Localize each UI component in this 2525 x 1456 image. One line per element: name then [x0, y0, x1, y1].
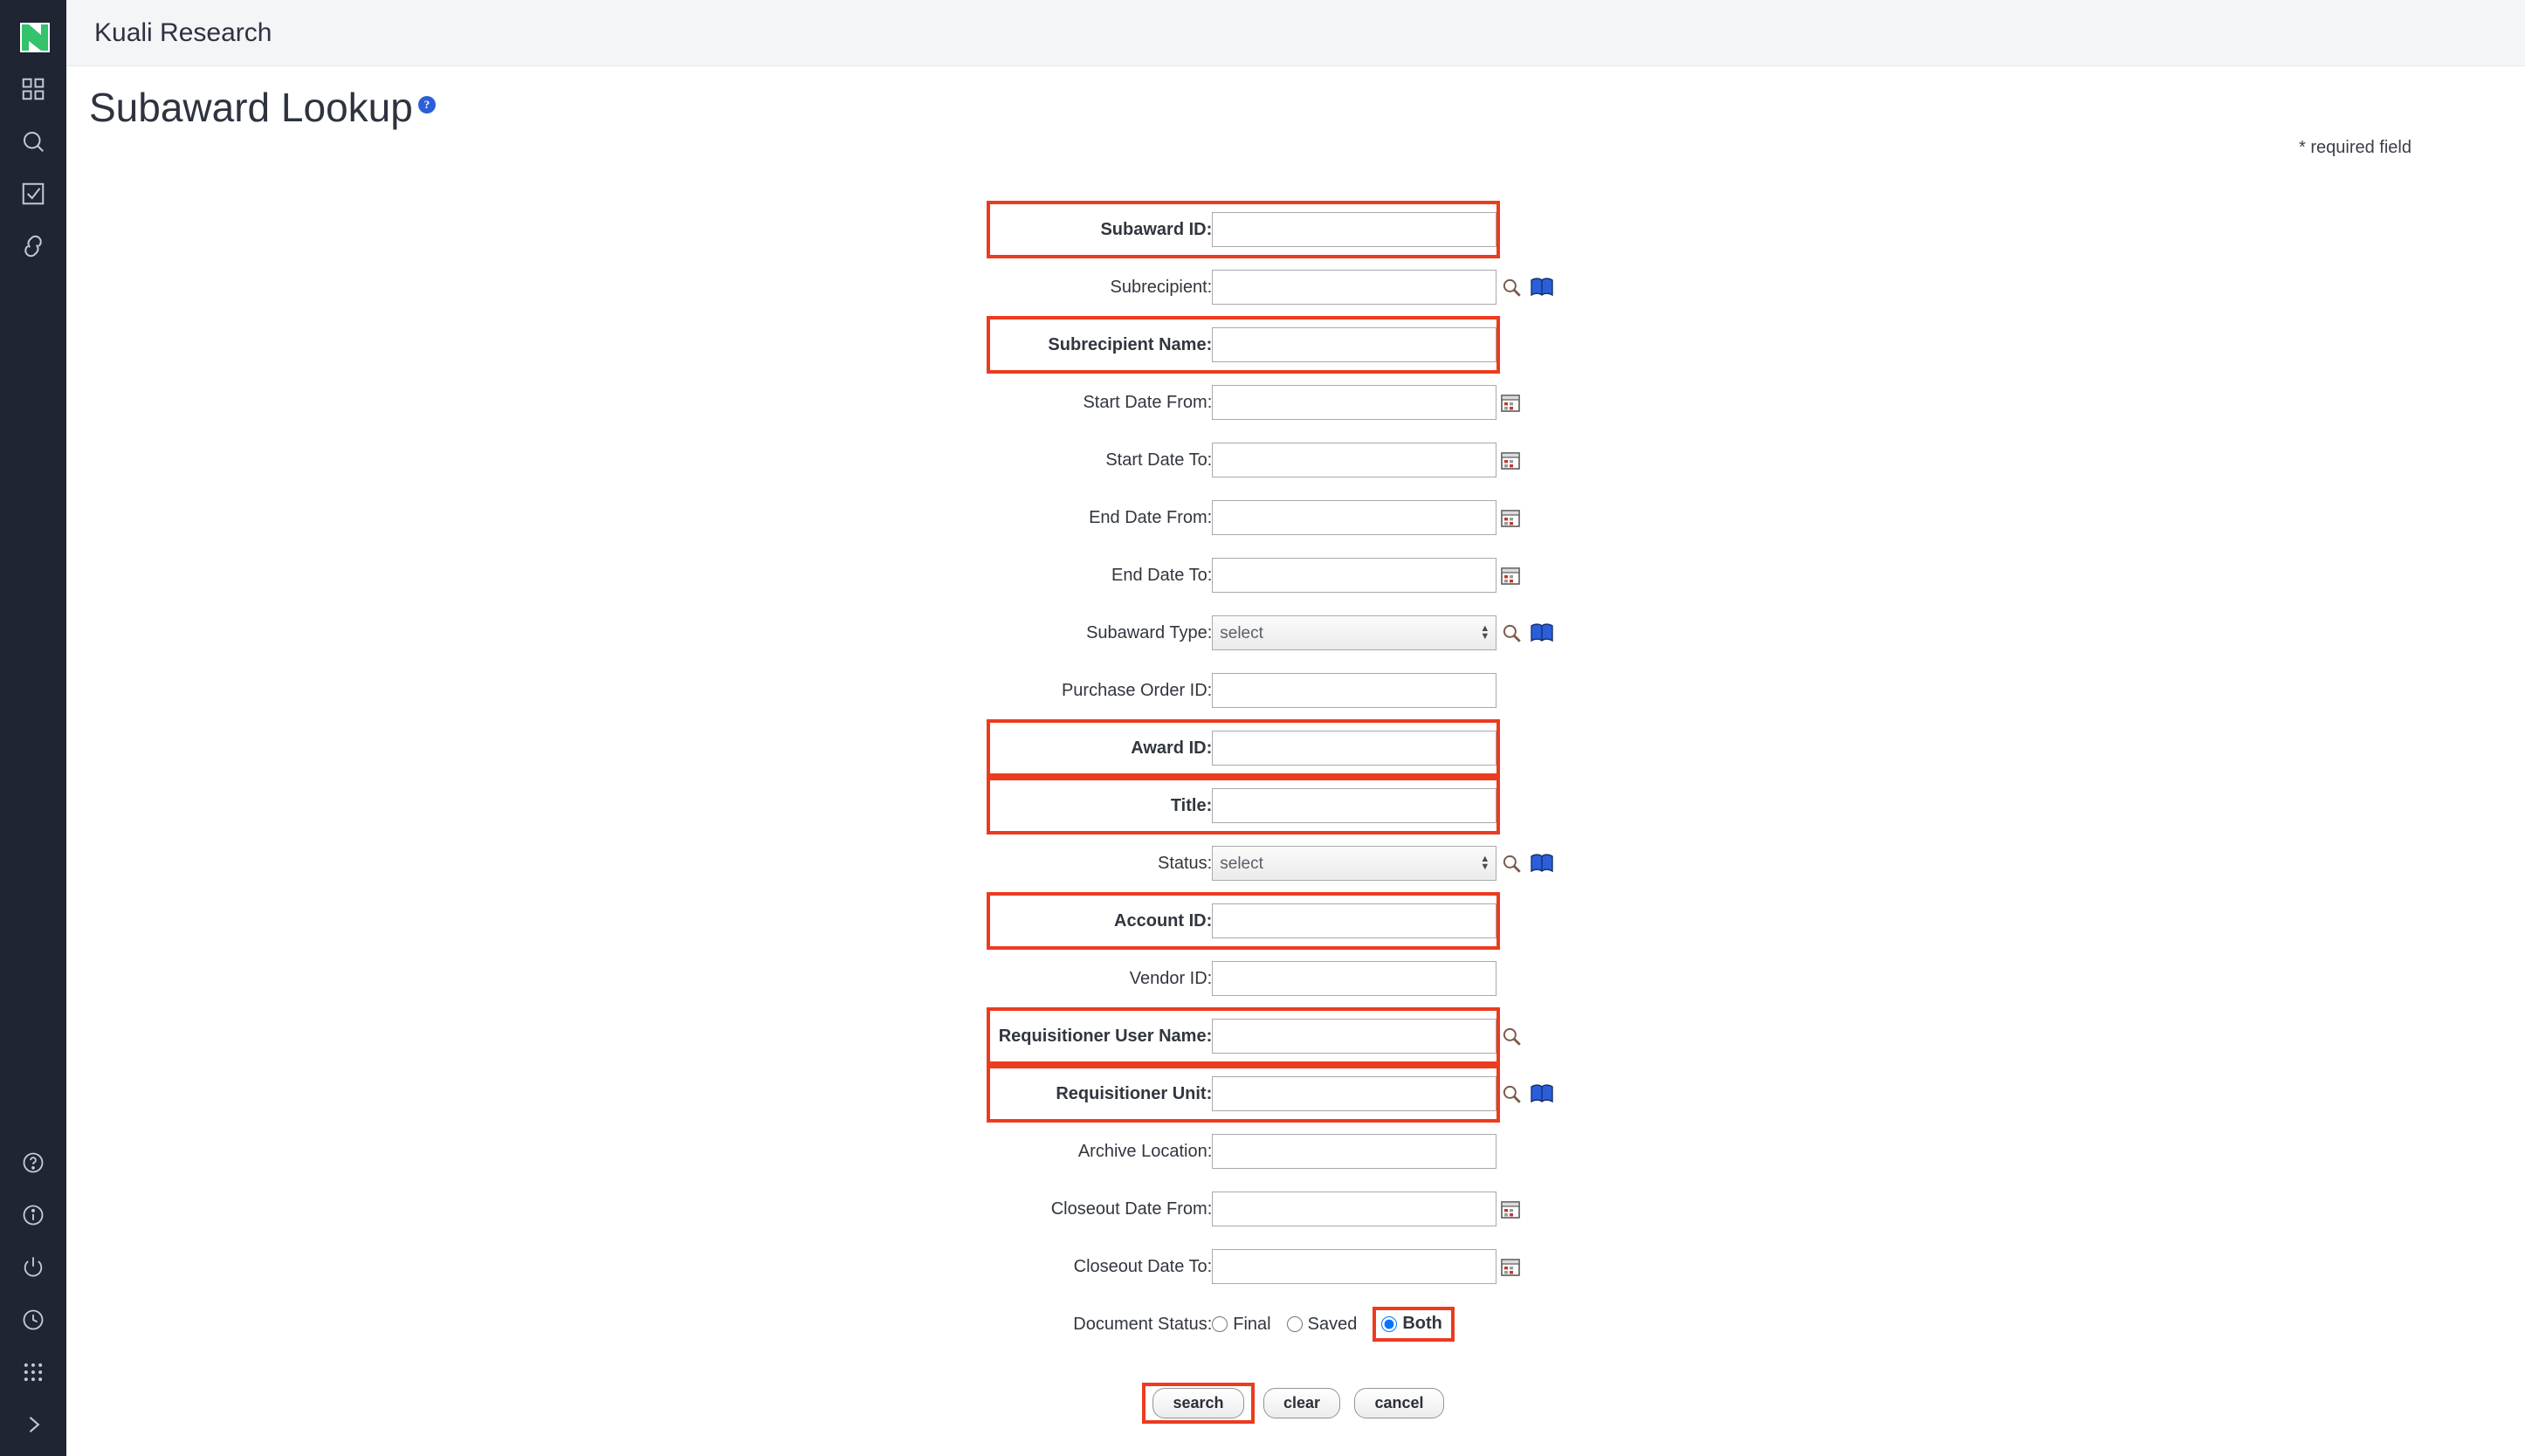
- field-icons-start-date-from: [1500, 374, 1605, 431]
- lookup-form-table: [987, 201, 1606, 1353]
- sidebar-item-search[interactable]: [0, 115, 66, 168]
- label-subrecipient: Subrecipient:: [1110, 277, 1213, 297]
- end-date-from-input[interactable]: [1212, 500, 1496, 535]
- field-cell-requisitioner-user-name: [1212, 1007, 1500, 1065]
- field-cell-subaward-id: [1212, 201, 1500, 258]
- form-row-requisitioner-unit: [987, 1065, 1606, 1123]
- end-date-to-input[interactable]: [1212, 558, 1496, 593]
- form-row-document-status: [987, 1295, 1606, 1353]
- chevron-right-icon: [21, 1412, 45, 1437]
- calendar-icon[interactable]: [1500, 1256, 1521, 1277]
- field-icons-subrecipient-name: [1500, 316, 1605, 374]
- help-circle-icon: [21, 1150, 45, 1175]
- field-icons-status: [1500, 834, 1605, 892]
- book-icon[interactable]: [1530, 622, 1554, 643]
- field-icons-title: [1500, 777, 1605, 834]
- power-icon: [21, 1255, 45, 1280]
- kuali-logo-icon: [20, 23, 46, 49]
- chevron-updown-icon: ▲ ▼: [1480, 623, 1490, 642]
- tasks-icon: [20, 181, 46, 207]
- apps-grid-icon: [21, 1360, 45, 1384]
- magnifier-icon[interactable]: [1500, 1082, 1523, 1105]
- book-icon[interactable]: [1530, 853, 1554, 874]
- calendar-icon[interactable]: [1500, 507, 1521, 528]
- search-button[interactable]: search: [1152, 1388, 1243, 1418]
- field-cell-vendor-id: [1212, 950, 1500, 1007]
- label-requisitioner-user-name: Requisitioner User Name:: [987, 1007, 1213, 1065]
- label-requisitioner-unit: Requisitioner Unit:: [987, 1065, 1213, 1123]
- form-row-title: [987, 777, 1606, 834]
- field-icons-subaward-type: [1500, 604, 1605, 662]
- sidebar-expand-button[interactable]: [0, 1398, 66, 1451]
- subaward-type-select[interactable]: [1212, 615, 1496, 650]
- field-cell-account-id: [1212, 892, 1500, 950]
- start-date-to-input[interactable]: [1212, 443, 1496, 477]
- requisitioner-unit-input[interactable]: [1212, 1076, 1496, 1111]
- document-status-radio-group: [1212, 1295, 1500, 1353]
- form-row-account-id: [987, 892, 1606, 950]
- field-icons-account-id: [1500, 892, 1605, 950]
- account-id-input[interactable]: [1212, 903, 1496, 938]
- form-buttons: [66, 1353, 2525, 1424]
- calendar-icon[interactable]: [1500, 392, 1521, 413]
- label-award-id: Award ID:: [987, 719, 1213, 777]
- field-cell-award-id: [1212, 719, 1500, 777]
- form-row-purchase-order-id: [987, 662, 1606, 719]
- field-icons-purchase-order-id: [1500, 662, 1605, 719]
- sidebar-item-history[interactable]: [0, 1294, 66, 1346]
- requisitioner-user-name-input[interactable]: [1212, 1019, 1496, 1054]
- label-subaward-id: Subaward ID:: [987, 201, 1213, 258]
- award-id-input[interactable]: [1212, 731, 1496, 766]
- label-document-status: Document Status:: [1073, 1314, 1213, 1334]
- magnifier-icon[interactable]: [1500, 1025, 1523, 1047]
- help-badge-icon[interactable]: ?: [418, 96, 436, 113]
- label-subrecipient-name: Subrecipient Name:: [987, 316, 1213, 374]
- form-row-requisitioner-user-name: [987, 1007, 1606, 1065]
- status-select[interactable]: [1212, 846, 1496, 881]
- sidebar-item-tasks[interactable]: [0, 168, 66, 220]
- dashboard-icon: [20, 76, 46, 102]
- kuali-logo[interactable]: [0, 9, 66, 63]
- form-row-subrecipient: [987, 258, 1606, 316]
- purchase-order-id-input[interactable]: [1212, 673, 1496, 708]
- top-bar: [66, 0, 2525, 66]
- document-status-radio-final[interactable]: [1212, 1316, 1228, 1332]
- form-row-archive-location: [987, 1123, 1606, 1180]
- field-icons-closeout-date-from: [1500, 1180, 1605, 1238]
- form-row-vendor-id: [987, 950, 1606, 1007]
- field-icons-archive-location: [1500, 1123, 1605, 1180]
- sidebar-item-logout[interactable]: [0, 1241, 66, 1294]
- document-status-radio-saved[interactable]: [1287, 1316, 1303, 1332]
- magnifier-icon[interactable]: [1500, 276, 1523, 299]
- document-status-label-saved[interactable]: Saved: [1307, 1314, 1358, 1334]
- closeout-date-from-input[interactable]: [1212, 1192, 1496, 1226]
- calendar-icon[interactable]: [1500, 1198, 1521, 1219]
- calendar-icon[interactable]: [1500, 565, 1521, 586]
- form-row-end-date-from: [987, 489, 1606, 546]
- form-row-subaward-type: [987, 604, 1606, 662]
- field-cell-requisitioner-unit: [1212, 1065, 1500, 1123]
- field-cell-start-date-to: [1212, 431, 1500, 489]
- select-wrap-status: [1212, 846, 1496, 881]
- subrecipient-name-input[interactable]: [1212, 327, 1496, 362]
- closeout-date-to-input[interactable]: [1212, 1249, 1496, 1284]
- main-content: [66, 0, 2525, 1456]
- field-icons-requisitioner-unit: [1500, 1065, 1605, 1123]
- field-icons-vendor-id: [1500, 950, 1605, 1007]
- search-button-highlight: [1142, 1383, 1254, 1424]
- label-start-date-from: Start Date From:: [1083, 392, 1213, 412]
- label-account-id: Account ID:: [987, 892, 1213, 950]
- field-cell-title: [1212, 777, 1500, 834]
- sidebar-item-apps[interactable]: [0, 1346, 66, 1398]
- label-start-date-to: Start Date To:: [1105, 450, 1213, 470]
- document-status-both-highlight: [1373, 1307, 1455, 1341]
- lookup-form: [66, 201, 2525, 1424]
- field-icons-start-date-to: [1500, 431, 1605, 489]
- document-status-label-both[interactable]: Both: [1402, 1314, 1442, 1334]
- label-end-date-from: End Date From:: [1089, 507, 1213, 527]
- field-cell-subrecipient: [1212, 258, 1500, 316]
- label-purchase-order-id: Purchase Order ID:: [1061, 680, 1213, 700]
- subaward-id-input[interactable]: [1212, 212, 1496, 247]
- form-row-award-id: [987, 719, 1606, 777]
- field-cell-subaward-type: [1212, 604, 1500, 662]
- label-vendor-id: Vendor ID:: [1129, 968, 1213, 988]
- magnifier-icon[interactable]: [1500, 622, 1523, 644]
- field-cell-start-date-from: [1212, 374, 1500, 431]
- page-header: [66, 66, 2525, 130]
- form-row-end-date-to: [987, 546, 1606, 604]
- magnifier-icon[interactable]: [1500, 852, 1523, 875]
- book-icon[interactable]: [1530, 1083, 1554, 1104]
- label-status: Status:: [1157, 853, 1213, 873]
- form-row-start-date-from: [987, 374, 1606, 431]
- calendar-icon[interactable]: [1500, 450, 1521, 470]
- label-subaward-type: Subaward Type:: [1086, 622, 1213, 642]
- field-cell-archive-location: [1212, 1123, 1500, 1180]
- form-row-closeout-date-from: [987, 1180, 1606, 1238]
- field-cell-closeout-date-from: [1212, 1180, 1500, 1238]
- form-row-status: [987, 834, 1606, 892]
- field-cell-end-date-from: [1212, 489, 1500, 546]
- field-icons-end-date-from: [1500, 489, 1605, 546]
- form-row-start-date-to: [987, 431, 1606, 489]
- archive-location-input[interactable]: [1212, 1134, 1496, 1169]
- field-cell-purchase-order-id: [1212, 662, 1500, 719]
- form-row-closeout-date-to: [987, 1238, 1606, 1295]
- book-icon[interactable]: [1530, 277, 1554, 298]
- form-row-subaward-id: [987, 201, 1606, 258]
- document-status-icons: [1500, 1295, 1605, 1353]
- cancel-button[interactable]: cancel: [1354, 1388, 1443, 1418]
- info-circle-icon: [21, 1203, 45, 1227]
- document-status-radio-both[interactable]: [1381, 1316, 1397, 1332]
- title-input[interactable]: [1212, 788, 1496, 823]
- field-icons-requisitioner-user-name: [1500, 1007, 1605, 1065]
- vendor-id-input[interactable]: [1212, 961, 1496, 996]
- search-icon: [20, 128, 46, 155]
- links-icon: [20, 233, 46, 259]
- sidebar-item-dashboard[interactable]: [0, 63, 66, 115]
- app-title: Kuali Research: [94, 17, 272, 47]
- label-closeout-date-from: Closeout Date From:: [1050, 1198, 1213, 1219]
- label-closeout-date-to: Closeout Date To:: [1073, 1256, 1213, 1276]
- clear-button[interactable]: clear: [1263, 1388, 1340, 1418]
- sidebar-item-help[interactable]: [0, 1137, 66, 1189]
- start-date-from-input[interactable]: [1212, 385, 1496, 420]
- field-cell-closeout-date-to: [1212, 1238, 1500, 1295]
- subrecipient-input[interactable]: [1212, 270, 1496, 305]
- field-icons-end-date-to: [1500, 546, 1605, 604]
- sidebar-item-links[interactable]: [0, 220, 66, 272]
- page-title: Subaward Lookup: [89, 85, 413, 130]
- select-wrap-subaward-type: [1212, 615, 1496, 650]
- field-icons-subaward-id: [1500, 201, 1605, 258]
- label-end-date-to: End Date To:: [1111, 565, 1213, 585]
- required-field-note: * required field: [2299, 138, 2411, 157]
- sidebar-bottom-group: [0, 1137, 66, 1456]
- field-cell-status: [1212, 834, 1500, 892]
- field-icons-subrecipient: [1500, 258, 1605, 316]
- chevron-updown-icon: ▲ ▼: [1480, 854, 1490, 872]
- field-icons-closeout-date-to: [1500, 1238, 1605, 1295]
- label-archive-location: Archive Location:: [1077, 1141, 1213, 1161]
- clock-icon: [21, 1308, 45, 1332]
- field-icons-award-id: [1500, 719, 1605, 777]
- label-title: Title:: [987, 777, 1213, 834]
- form-row-subrecipient-name: [987, 316, 1606, 374]
- sidebar: [0, 0, 66, 1456]
- field-cell-end-date-to: [1212, 546, 1500, 604]
- sidebar-item-info[interactable]: [0, 1189, 66, 1241]
- document-status-label-final[interactable]: Final: [1233, 1314, 1271, 1334]
- field-cell-subrecipient-name: [1212, 316, 1500, 374]
